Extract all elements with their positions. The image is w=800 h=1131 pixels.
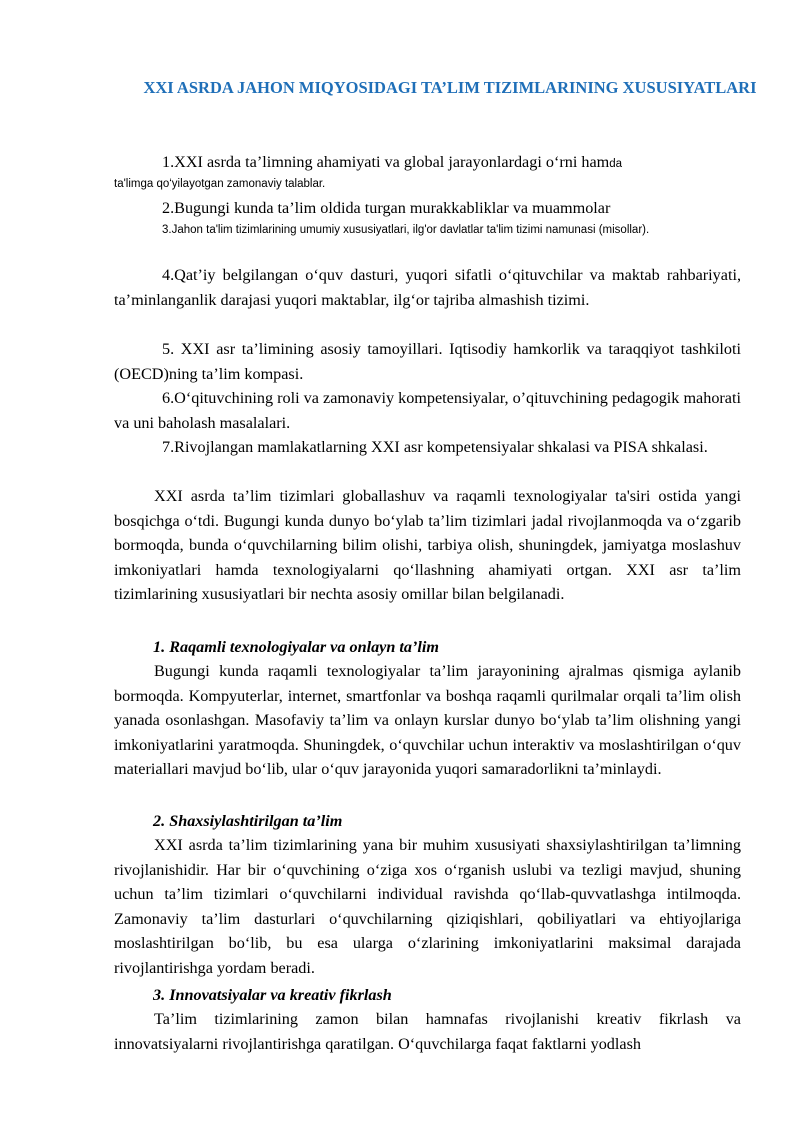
section-1-heading: 1. Raqamli texnologiyalar va onlayn ta’lim [153, 638, 439, 656]
list-item-1-tail: da [609, 158, 623, 170]
list-item-5: 5. XXI asr ta’limining asosiy tamoyillari. Iqtisodiy hamkorlik va taraqqiyot tashkiloti (OECD)ning ta’lim kompasi. [114, 340, 741, 383]
list-item-2: 2.Bugungi kunda ta’lim oldida turgan murakkabliklar va muammolar [162, 199, 611, 217]
list-item-4: 4.Qat’iy belgilangan o‘quv dasturi, yuqori sifatli o‘qituvchilar va maktab rahbariyati, ta’minlanganlik darajasi yuqori maktablar, ilg‘or tajriba almashish tizimi. [114, 266, 741, 309]
list-item-1 [114, 150, 741, 177]
section-3-heading: 3. Innovatsiyalar va kreativ fikrlash [153, 986, 392, 1004]
list-item-6: 6.O‘qituvchining roli va zamonaviy kompetensiyalar, o’qituvchining pedagogik mahorati va uni baholash masalalari. [114, 389, 741, 432]
intro-paragraph: XXI asrda ta’lim tizimlari globallashuv va raqamli texnologiyalar ta'siri ostida yangi bosqichga o‘tdi. Bugungi kunda dunyo bo‘ylab ta’lim tizimlari jadal rivojlanmoqda va o‘zgarib bormoqda, bunda o‘quvchilarning bilim olishi, tarbiya olish, shuningdek, jamiyatga moslashuv imkoniyatlari hamda texnologiyalarni qo‘llashning ahamiyati ortgan. XXI asr ta’lim tizimlarining xususiyatlari bir nechta asosiy omillar bilan belgilanadi. [114, 487, 741, 603]
section-2-body: XXI asrda ta’lim tizimlarining yana bir muhim xususiyati shaxsiylashtirilgan ta’limning rivojlanishidir. Har bir o‘quvchining o‘ziga xos o‘rganish uslubi va tezligi mavjud, shuning uchun ta’lim tizimlari o‘quvchilarni individual ravishda qo‘llab-quvvatlashga intilmoqda. Zamonaviy ta’lim dasturlari o‘quvchilarning qiziqishlari, qobiliyatlari va ehtiyojlariga moslashtirilgan bo‘lib, bu esa ularga o‘zlarining imkoniyatlarini maksimal darajada rivojlantirishga yordam beradi. [114, 836, 741, 977]
section-3-body: Ta’lim tizimlarining zamon bilan hamnafas rivojlanishi kreativ fikrlash va innovatsiyalarni rivojlantirishga qaratilgan. O‘quvchilarga faqat faktlarni yodlash [114, 1010, 741, 1053]
list-item-3: 3.Jahon ta'lim tizimlarining umumiy xususiyatlari, ilg'or davlatlar ta'lim tizimi namunasi (misollar). [162, 224, 650, 236]
list-item-7: 7.Rivojlangan mamlakatlarning XXI asr kompetensiyalar shkalasi va PISA shkalasi. [162, 438, 708, 456]
list-item-1-continuation: ta'limga qo‘yilayotgan zamonaviy talablar. [114, 178, 326, 190]
section-1-body: Bugungi kunda raqamli texnologiyalar ta’lim jarayonining ajralmas qismiga aylanib bormoqda. Kompyuterlar, internet, smartfonlar va boshqa raqamli qurilmalar orqali ta’lim olish yanada osonlashgan. Masofaviy ta’lim va onlayn kurslar dunyo bo‘ylab ta’lim olishning yangi imkoniyatlarini yaratmoqda. Shuningdek, o‘quvchilar uchun interaktiv va moslashtirilgan o‘quv materiallari mavjud bo‘lib, ular o‘quv jarayonida yuqori samaradorlikni ta’minlaydi. [114, 662, 741, 778]
list-item-1-text: 1.XXI asrda ta’limning ahamiyati va global jarayonlardagi o‘rni ham [162, 153, 610, 171]
section-2-heading: 2. Shaxsiylashtirilgan ta’lim [153, 812, 343, 830]
document-title: XXI ASRDA JAHON MIQYOSIDAGI TA’LIM TIZIMLARINING XUSUSIYATLARI [143, 78, 757, 97]
